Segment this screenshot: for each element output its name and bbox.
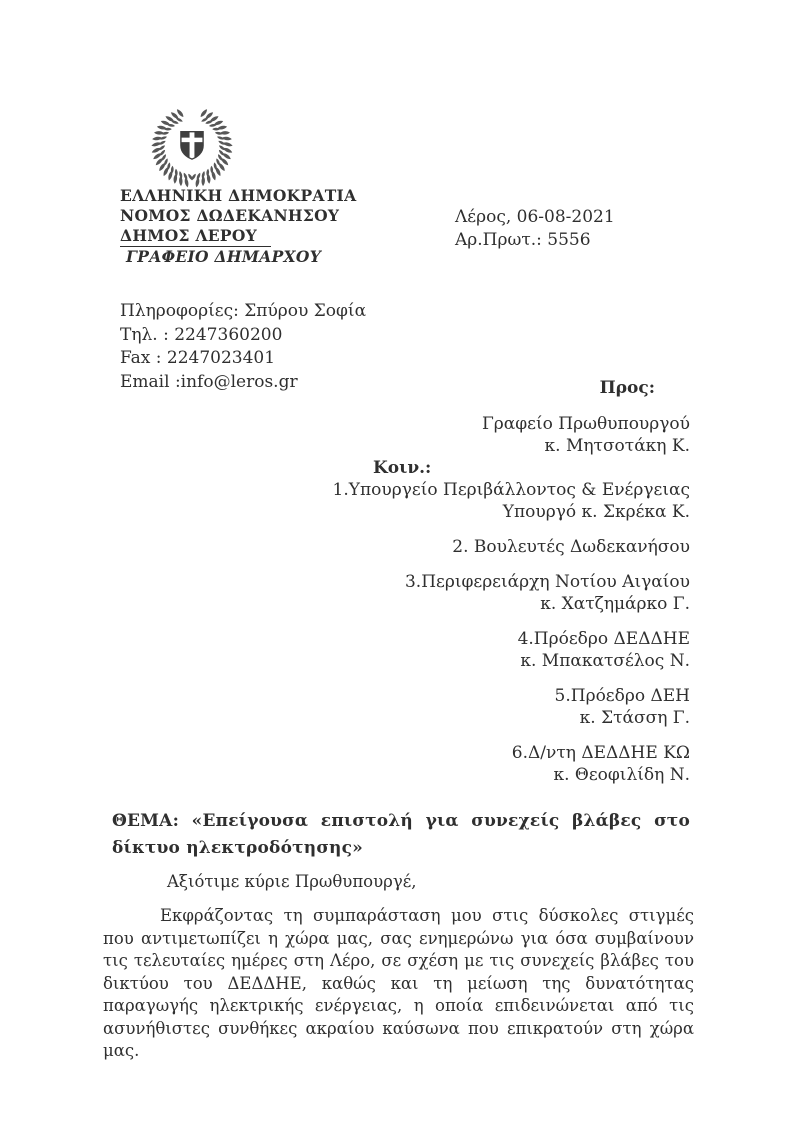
letterhead [120,186,356,267]
to-recipient-person: κ. Μητσοτάκη Κ. [544,436,690,456]
salutation: Αξιότιμε κύριε Πρωθυπουργέ, [167,872,417,891]
greek-coat-of-arms-icon [150,104,234,190]
contact-person: Πληροφορίες: Σπύρου Σοφία [120,301,367,321]
contact-phone: Τηλ. : 2247360200 [120,324,283,345]
letterhead-republic: ΕΛΛΗΝΙΚΗ ΔΗΜΟΚΡΑΤΙΑ [120,186,357,205]
cc-recipient-1: 1.Υπουργείο Περιβάλλοντος & Ενέργειας Υπουργό κ. Σκρέκα Κ. [332,480,690,522]
letterhead-mayors-office: ΓΡΑΦΕΙΟ ΔΗΜΑΡΧΟΥ [126,247,322,266]
to-label: Προς: [599,378,655,398]
to-recipient-office: Γραφείο Πρωθυπουργού [481,414,690,434]
cc-recipient-6: 6.Δ/ντη ΔΕΔΔΗΕ ΚΩ κ. Θεοφιλίδη Ν. [511,743,690,785]
cc-recipient-5: 5.Πρόεδρο ΔΕΗ κ. Στάσση Γ. [554,686,690,728]
letterhead-municipality: ΔΗΜΟΣ ΛΕΡΟΥ [120,226,356,247]
body-paragraph: Εκφράζοντας τη συμπαράσταση μου στις δύσκολες στιγμές που αντιμετωπίζει η χώρα μας, σας ενημερώνω για όσα συμβαίνουν τις τελευταίες ημέρες στη Λέρο, σε σχέση με τις συνεχείς βλάβες του δικτύου του ΔΕΔΔΗΕ, καθώς και τη μείωση της δυνατότητας παραγωγής ηλεκτρικής ενέργειας, η οποία επιδεινώνεται από τις ασυνήθιστες συνθήκες ακραίου καύσωνα που επικρατούν στη χώρα μας. [103,906,694,1060]
protocol-number: Αρ.Πρωτ.: 5556 [455,230,591,250]
subject-line: ΘΕΜΑ: «Επείγουσα επιστολή για συνεχείς βλάβες στο δίκτυο ηλεκτροδότησης» [112,811,690,858]
to-recipient [330,413,690,457]
cc-recipient-3: 3.Περιφερειάρχη Νοτίου Αιγαίου κ. Χατζημάρκο Γ. [404,572,690,614]
contact-fax: Fax : 2247023401 [120,348,276,368]
contact-email: Email :info@leros.gr [120,371,298,392]
cc-label: Κοιν.: [373,458,432,478]
place-date: Λέρος, 06-08-2021 [455,207,615,227]
reference-block [455,206,615,252]
cc-recipient-4: 4.Πρόεδρο ΔΕΔΔΗΕ κ. Μπακατσέλος Ν. [517,629,690,671]
letterhead-prefecture: ΝΟΜΟΣ ΔΩΔΕΚΑΝΗΣΟΥ [120,206,340,225]
cc-recipient-2: 2. Βουλευτές Δωδεκανήσου [452,537,690,557]
recipients-block [330,377,690,786]
